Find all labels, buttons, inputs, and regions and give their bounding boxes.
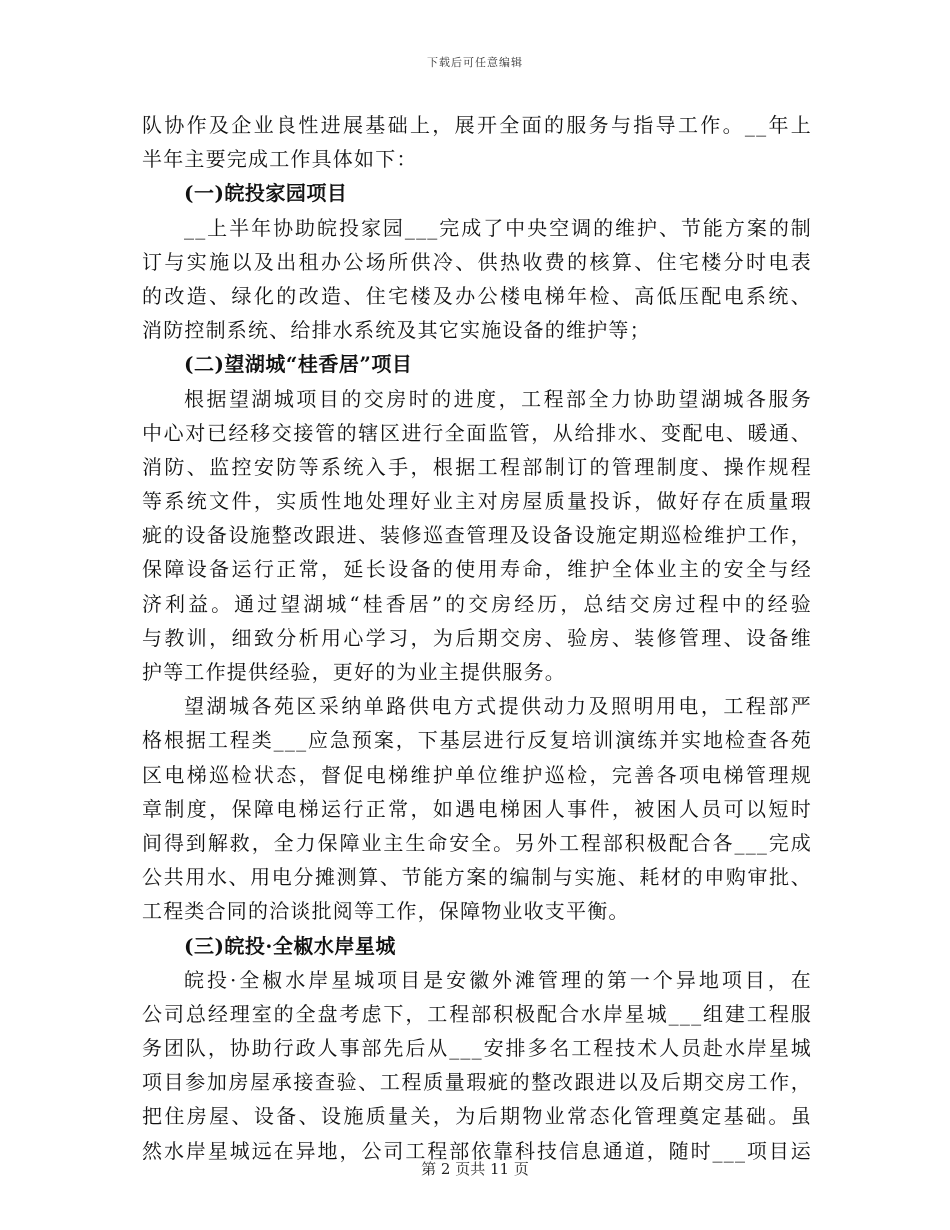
paragraph-line: 济利益。通过望湖城“桂香居”的交房经历，总结交房过程中的经验	[142, 591, 812, 616]
paragraph-line: 公共用水、用电分摊测算、节能方案的编制与实施、耗材的申购审批、	[142, 865, 812, 890]
paragraph-line: 根据望湖城项目的交房时的进度，工程部全力协助望湖城各服务	[184, 386, 812, 411]
paragraph-line: 公司总经理室的全盘考虑下，工程部积极配合水岸星城___组建工程服	[142, 1001, 812, 1026]
paragraph-line: 保障设备运行正常，延长设备的使用寿命，维护全体业主的安全与经	[142, 557, 812, 582]
paragraph-line: 订与实施以及出租办公场所供冷、供热收费的核算、住宅楼分时电表	[142, 249, 812, 274]
paragraph-line: 半年主要完成工作具体如下：	[142, 147, 418, 172]
paragraph-line: 队协作及企业良性进展基础上，展开全面的服务与指导工作。__年上	[142, 113, 812, 137]
paragraph-line: 皖投·全椒水岸星城项目是安徽外滩管理的第一个异地项目，在	[184, 967, 812, 992]
paragraph-line: 中心对已经移交接管的辖区进行全面监管，从给排水、变配电、暖通、	[142, 420, 812, 445]
paragraph-line: 然水岸星城远在异地，公司工程部依靠科技信息通道，随时___项目运	[142, 1138, 812, 1163]
paragraph-line: 务团队，协助行政人事部先后从___安排多名工程技术人员赴水岸星城	[142, 1036, 812, 1061]
section-heading: (二)望湖城“桂香居”项目	[184, 352, 413, 377]
paragraph-line: 消防控制系统、给排水系统及其它实施设备的维护等；	[142, 318, 651, 343]
paragraph-line: 间得到解救，全力保障业主生命安全。另外工程部积极配合各___完成	[142, 830, 812, 855]
paragraph-line: 等系统文件，实质性地处理好业主对房屋质量投诉，做好存在质量瑕	[142, 489, 812, 514]
section-heading: (一)皖投家园项目	[184, 181, 348, 206]
document-body	[142, 108, 812, 1168]
paragraph-line: 格根据工程类___应急预案，下基层进行反复培训演练并实地检查各苑	[142, 728, 812, 753]
paragraph-line: __上半年协助皖投家园___完成了中央空调的维护、节能方案的制	[184, 215, 812, 240]
paragraph-line: 疵的设备设施整改跟进、装修巡查管理及设备设施定期巡检维护工作，	[142, 523, 812, 548]
paragraph-line: 工程类合同的洽谈批阅等工作，保障物业收支平衡。	[142, 899, 630, 924]
section-heading: (三)皖投·全椒水岸星城	[184, 933, 396, 958]
paragraph-line: 的改造、绿化的改造、住宅楼及办公楼电梯年检、高低压配电系统、	[142, 283, 812, 308]
paragraph-line: 护等工作提供经验，更好的为业主提供服务。	[142, 660, 566, 684]
paragraph-line: 消防、监控安防等系统入手，根据工程部制订的管理制度、操作规程	[142, 454, 812, 479]
paragraph-line: 把住房屋、设备、设施质量关，为后期物业常态化管理奠定基础。虽	[142, 1104, 812, 1129]
paragraph-line: 望湖城各苑区采纳单路供电方式提供动力及照明用电，工程部严	[184, 694, 812, 719]
paragraph-line: 项目参加房屋承接查验、工程质量瑕疵的整改跟进以及后期交房工作，	[142, 1070, 812, 1095]
page-number-footer: 第 2 页共 11 页	[421, 1160, 529, 1178]
page-header: 下载后可任意编辑	[427, 56, 523, 69]
paragraph-line: 章制度，保障电梯运行正常，如遇电梯困人事件，被困人员可以短时	[142, 796, 812, 821]
paragraph-line: 区电梯巡检状态，督促电梯维护单位维护巡检，完善各项电梯管理规	[142, 762, 812, 787]
paragraph-line: 与教训，细致分析用心学习，为后期交房、验房、装修管理、设备维	[142, 625, 812, 650]
